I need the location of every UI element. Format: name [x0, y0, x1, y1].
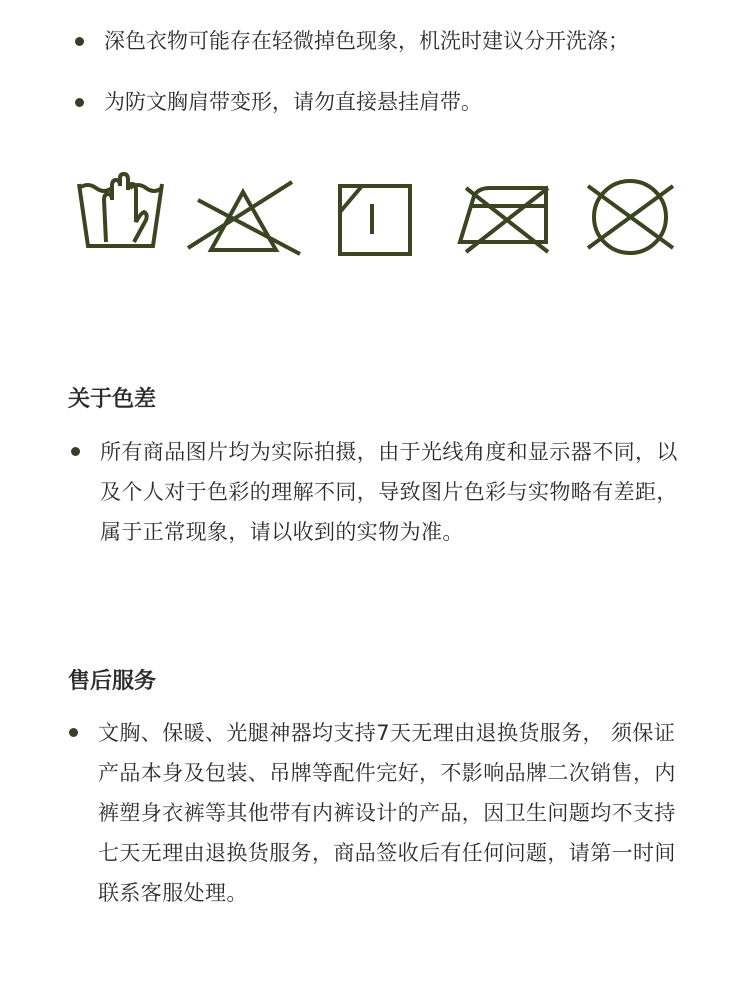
care-note-1-text: 深色衣物可能存在轻微掉色现象，机洗时建议分开洗涤； — [104, 29, 629, 53]
after-sales-title: 售后服务 — [68, 669, 157, 694]
bullet-dot — [75, 98, 84, 107]
color-difference-text: 所有商品图片均为实际拍摄，由于光线角度和显示器不同，以及个人对于色彩的理解不同，导致图片色彩与实物略有差距，属于正常现象，请以收到的实物为准。 — [100, 440, 678, 544]
after-sales-text: 文胸、保暖、光腿神器均支持7天无理由退换货服务， 须保证产品本身及包装、吊牌等配件完好，不影响品牌二次销售，内裤塑身衣裤等其他带有内裤设计的产品，因卫生问题均不支持七天无理由退换货服务，商品签收后有任何问题，请第一时间联系客服处理。 — [98, 721, 676, 905]
care-note-1 — [0, 21, 750, 62]
bullet-dot — [71, 447, 80, 456]
no-dry-clean-icon — [588, 181, 673, 253]
color-difference-title: 关于色差 — [68, 387, 157, 412]
no-bleach-icon — [188, 182, 300, 254]
hand-wash-icon — [79, 174, 162, 246]
care-note-2 — [0, 82, 750, 123]
drip-dry-icon — [340, 186, 410, 254]
care-icons-row — [0, 170, 750, 270]
bullet-dot — [69, 728, 78, 737]
care-note-2-text: 为防文胸肩带变形，请勿直接悬挂肩带。 — [104, 90, 482, 114]
bullet-dot — [75, 37, 84, 46]
no-iron-icon — [460, 188, 548, 252]
